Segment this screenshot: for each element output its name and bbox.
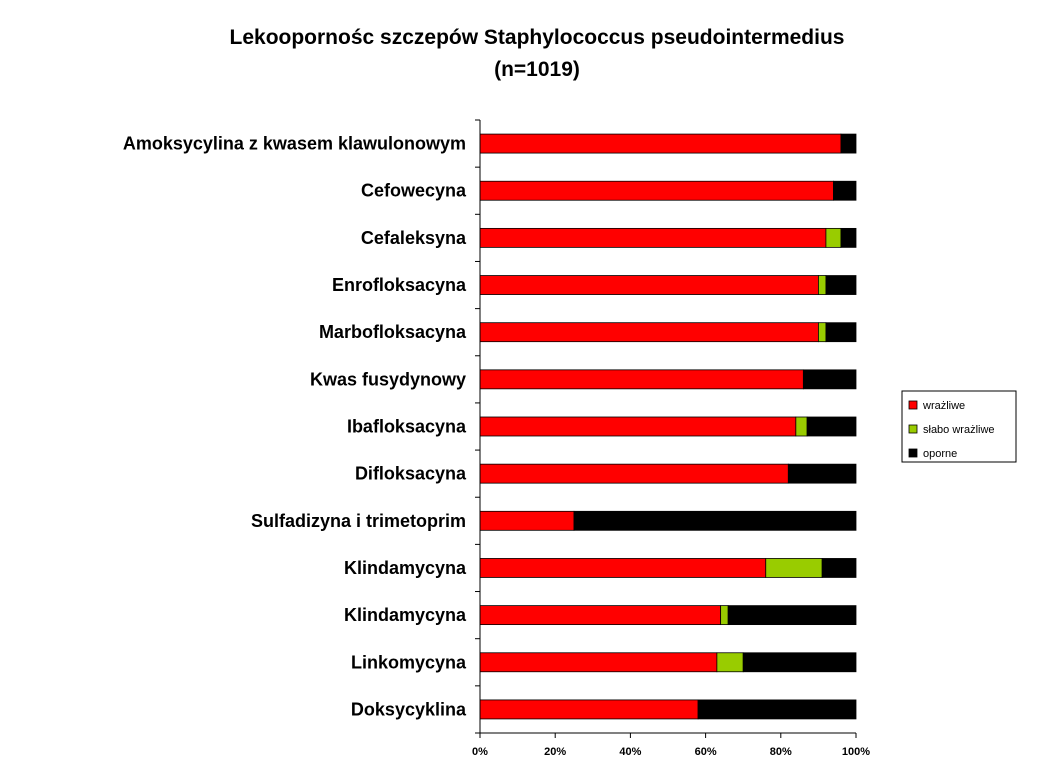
bar-segment-8-resistant — [788, 464, 856, 483]
category-label-1: Amoksycylina z kwasem klawulonowym — [122, 133, 466, 154]
bar-segment-4-sensitive — [480, 276, 818, 295]
bar-segment-10-intermediate — [766, 558, 822, 577]
bar-segment-7-resistant — [807, 417, 856, 436]
legend-label: wrażliwe — [923, 400, 966, 412]
bar-segment-12-intermediate — [717, 653, 743, 672]
legend-swatch — [909, 425, 917, 433]
legend-label: słabo wrażliwe — [923, 424, 995, 436]
category-label-10: Klindamycyna — [343, 557, 466, 578]
bar-segment-10-sensitive — [480, 558, 766, 577]
bar-segment-9-sensitive — [480, 511, 574, 530]
bar-segment-2-resistant — [833, 181, 856, 200]
category-labels — [123, 134, 467, 720]
legend-swatch — [909, 401, 917, 409]
category-label-6: Kwas fusydynowy — [309, 369, 466, 390]
x-tick-label: 80% — [769, 746, 792, 758]
legend — [902, 391, 1016, 462]
bar-segment-11-intermediate — [721, 606, 729, 625]
bar-segment-7-intermediate — [796, 417, 807, 436]
bar-segment-12-resistant — [743, 653, 856, 672]
chart-subtitle: (n=1019) — [494, 58, 580, 81]
bar-segment-5-sensitive — [480, 323, 818, 342]
category-label-3: Cefaleksyna — [360, 227, 466, 248]
bar-segment-6-sensitive — [480, 370, 803, 389]
x-tick-label: 100% — [841, 746, 871, 758]
bar-segment-5-resistant — [826, 323, 856, 342]
chart-title: Lekoopornośc szczepów Staphylococcus pseudointermedius — [229, 26, 845, 49]
bar-segment-9-resistant — [574, 511, 856, 530]
category-label-5: Marbofloksacyna — [318, 322, 466, 343]
bar-segment-3-resistant — [841, 228, 856, 247]
bar-segment-2-sensitive — [480, 181, 833, 200]
bar-segment-5-intermediate — [818, 323, 826, 342]
category-label-7: Ibafloksacyna — [346, 416, 466, 437]
bar-segment-1-sensitive — [480, 134, 841, 153]
bar-segment-7-sensitive — [480, 417, 796, 436]
bar-segment-4-resistant — [826, 276, 856, 295]
category-label-2: Cefowecyna — [360, 180, 466, 201]
bar-segment-4-intermediate — [818, 276, 826, 295]
category-label-12: Linkomycyna — [350, 652, 466, 673]
bar-segment-1-resistant — [841, 134, 856, 153]
category-label-4: Enrofloksacyna — [331, 275, 466, 296]
x-tick-label: 60% — [694, 746, 717, 758]
bar-segment-13-sensitive — [480, 700, 698, 719]
bar-segment-13-resistant — [698, 700, 856, 719]
bar-segment-11-resistant — [728, 606, 856, 625]
bar-segment-3-sensitive — [480, 228, 826, 247]
bar-segment-12-sensitive — [480, 653, 717, 672]
category-label-13: Doksycyklina — [350, 699, 466, 720]
bar-segment-8-sensitive — [480, 464, 788, 483]
legend-label: oporne — [923, 448, 958, 460]
category-label-11: Klindamycyna — [343, 605, 466, 626]
x-tick-label: 0% — [472, 746, 488, 758]
bar-segment-11-sensitive — [480, 606, 721, 625]
bar-segment-10-resistant — [822, 558, 856, 577]
x-tick-label: 40% — [619, 746, 642, 758]
x-tick-label: 20% — [544, 746, 567, 758]
bar-segment-6-resistant — [803, 370, 856, 389]
bar-segment-3-intermediate — [826, 228, 841, 247]
category-label-9: Sulfadizyna i trimetoprim — [250, 510, 466, 531]
legend-swatch — [909, 449, 917, 457]
plot-area — [480, 134, 856, 719]
category-label-8: Difloksacyna — [354, 463, 466, 484]
